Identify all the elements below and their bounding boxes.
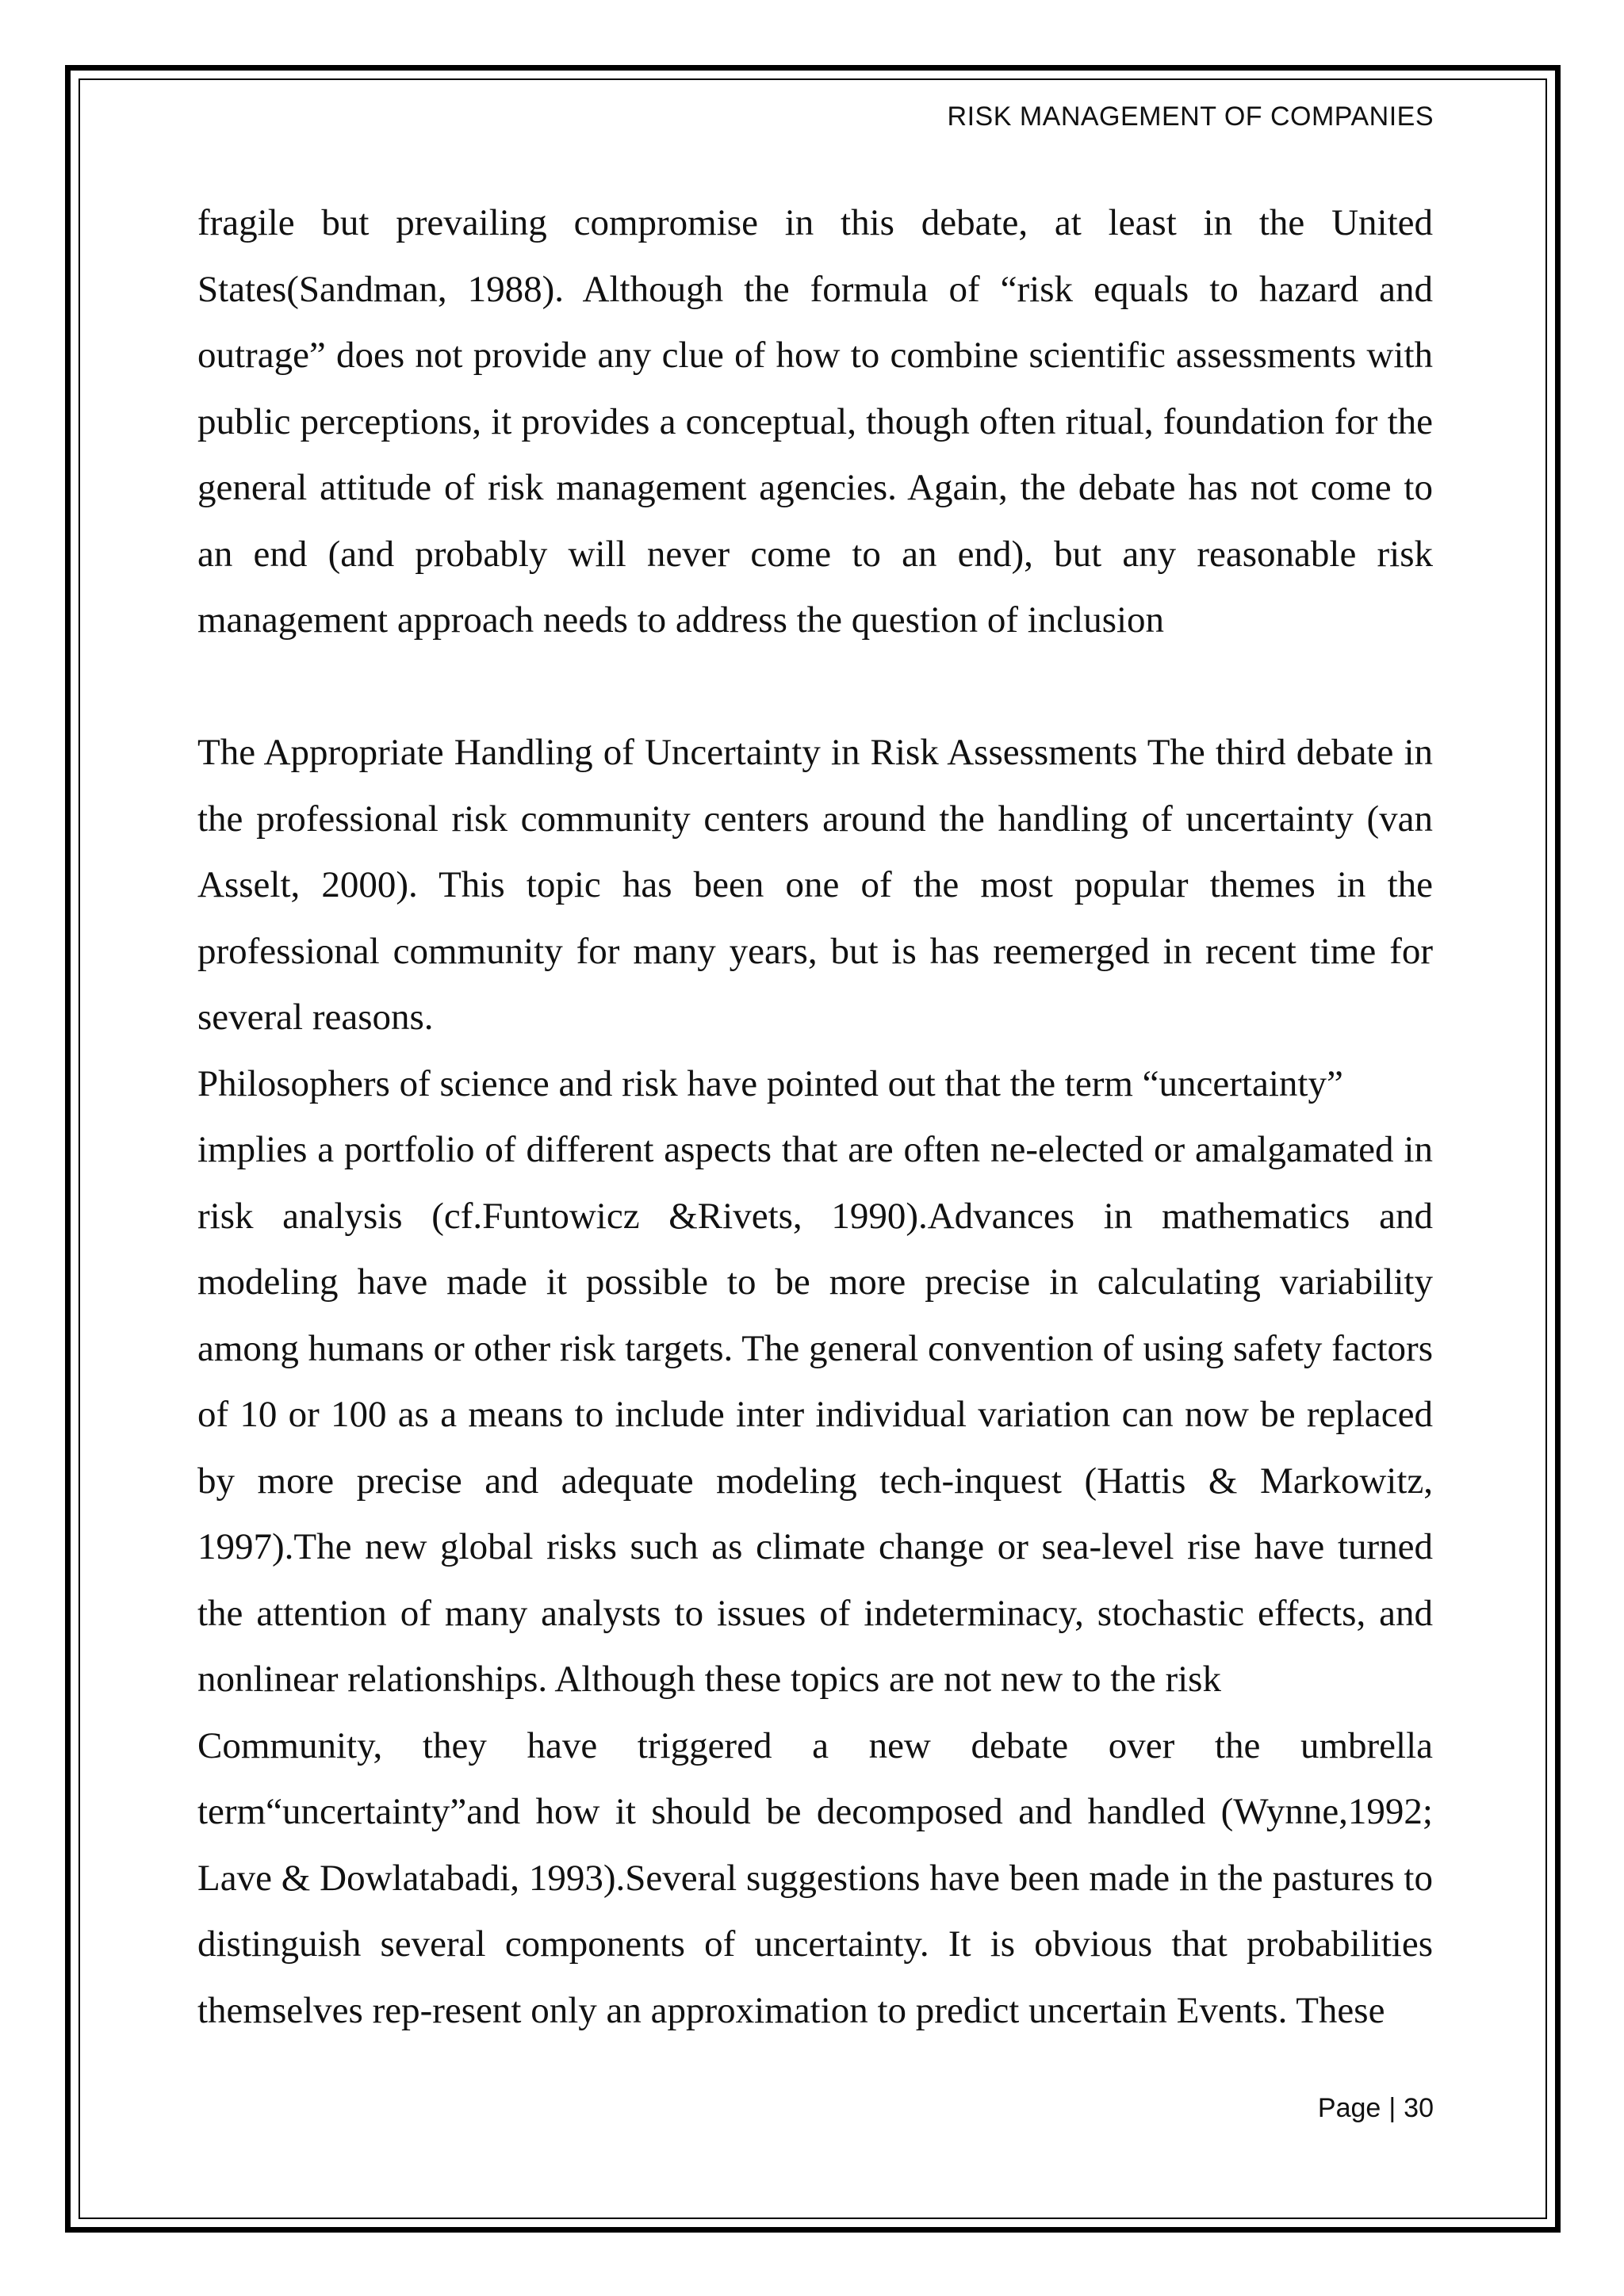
page-footer: [1318, 2093, 1434, 2124]
page-separator: |: [1388, 2093, 1396, 2123]
paragraph: fragile but prevailing compromise in this debate, at least in the United States(Sandman, 1988). Although the formula of “risk equals to hazard and outrage” does not provide any clue of how to combine scientific assessments with public perceptions, it provides a conceptual, though often ritual, foundation for the general attitude of risk management agencies. Again, the debate has not come to an end (and probably will never come to an end), but any reasonable risk management approach needs to address the question of inclusion: [197, 202, 1433, 641]
paragraph-line: Philosophers of science and risk have pointed out that the term “uncertainty”: [197, 1062, 1343, 1104]
paragraph: The Appropriate Handling of Uncertainty in Risk Assessments The third debate in the professional risk community centers around the handling of uncertainty (van Asselt, 2000). This topic has been one of the most popular themes in the professional community for many years, but is has reemerged in recent time for several reasons.: [197, 732, 1433, 1038]
body-text: [197, 190, 1433, 2044]
paragraph-spacer: [197, 654, 1433, 721]
paragraph: Community, they have triggered a new debate over the umbrella term“uncertainty”and how it should be decomposed and handled (Wynne,1992; Lave & Dowlatabadi, 1993).Several suggestions have been made in the pastures to distinguish several components of uncertainty. It is obvious that probabilities themselves rep-resent only an approximation to predict uncertain Events. These: [197, 1724, 1433, 2031]
page-number: 30: [1404, 2093, 1434, 2123]
page-label: Page: [1317, 2093, 1381, 2123]
paragraph: implies a portfolio of different aspects that are often ne-elected or amalgamated in risk analysis (cf.Funtowicz &Rivets, 1990).Advances in mathematics and modeling have made it possible to be more precise in calculating variability among humans or other risk targets. The general convention of using safety factors of 10 or 100 as a means to include inter individual variation can now be replaced by more precise and adequate modeling tech-inquest (Hattis & Markowitz, 1997).The new global risks such as climate change or sea-level rise have turned the attention of many analysts to issues of indeterminacy, stochastic effects, and nonlinear relationships. Although these topics are not new to the risk: [197, 1129, 1433, 1700]
running-header: RISK MANAGEMENT OF COMPANIES: [947, 101, 1434, 132]
